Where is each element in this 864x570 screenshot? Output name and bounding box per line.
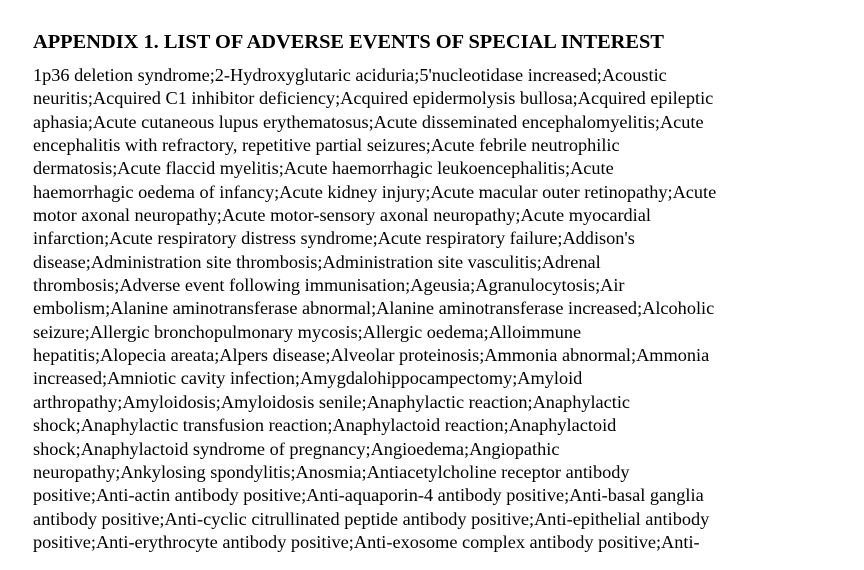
text-line: positive;Anti-erythrocyte antibody positive;Anti-exosome complex antibody positive;Anti- <box>33 531 700 552</box>
text-line: motor axonal neuropathy;Acute motor-sensory axonal neuropathy;Acute myocardial <box>33 205 651 226</box>
text-line: antibody positive;Anti-cyclic citrullinated peptide antibody positive;Anti-epithelial antibody <box>33 508 710 529</box>
text-line: dermatosis;Acute flaccid myelitis;Acute haemorrhagic leukoencephalitis;Acute <box>33 158 614 179</box>
text-line: neuritis;Acquired C1 inhibitor deficiency;Acquired epidermolysis bullosa;Acquired epileptic <box>33 88 714 109</box>
text-line: increased;Amniotic cavity infection;Amygdalohippocampectomy;Amyloid <box>33 368 583 389</box>
adverse-events-list <box>33 64 833 554</box>
appendix-heading: APPENDIX 1. LIST OF ADVERSE EVENTS OF SPECIAL INTEREST <box>33 31 664 53</box>
text-line: arthropathy;Amyloidosis;Amyloidosis senile;Anaphylactic reaction;Anaphylactic <box>33 391 631 412</box>
text-line: seizure;Allergic bronchopulmonary mycosis;Allergic oedema;Alloimmune <box>33 321 582 342</box>
text-line: infarction;Acute respiratory distress syndrome;Acute respiratory failure;Addison's <box>33 228 635 249</box>
text-line: neuropathy;Ankylosing spondylitis;Anosmia;Antiacetylcholine receptor antibody <box>33 461 630 482</box>
text-line: thrombosis;Adverse event following immunisation;Ageusia;Agranulocytosis;Air <box>33 275 625 296</box>
text-line: haemorrhagic oedema of infancy;Acute kidney injury;Acute macular outer retinopathy;Acute <box>33 181 717 202</box>
text-line: 1p36 deletion syndrome;2-Hydroxyglutaric aciduria;5'nucleotidase increased;Acoustic <box>33 65 667 85</box>
text-line: embolism;Alanine aminotransferase abnormal;Alanine aminotransferase increased;Alcoholic <box>33 298 715 319</box>
text-line: shock;Anaphylactoid syndrome of pregnancy;Angioedema;Angiopathic <box>33 438 560 459</box>
text-line: encephalitis with refractory, repetitive partial seizures;Acute febrile neutrophilic <box>33 135 620 156</box>
text-line: shock;Anaphylactic transfusion reaction;Anaphylactoid reaction;Anaphylactoid <box>33 415 617 436</box>
text-line: disease;Administration site thrombosis;Administration site vasculitis;Adrenal <box>33 251 601 272</box>
text-line: hepatitis;Alopecia areata;Alpers disease;Alveolar proteinosis;Ammonia abnormal;Ammonia <box>33 345 710 366</box>
text-line: aphasia;Acute cutaneous lupus erythematosus;Acute disseminated encephalomyelitis;Acute <box>33 111 704 132</box>
text-line: positive;Anti-actin antibody positive;Anti-aquaporin-4 antibody positive;Anti-basal ganglia <box>33 485 704 506</box>
